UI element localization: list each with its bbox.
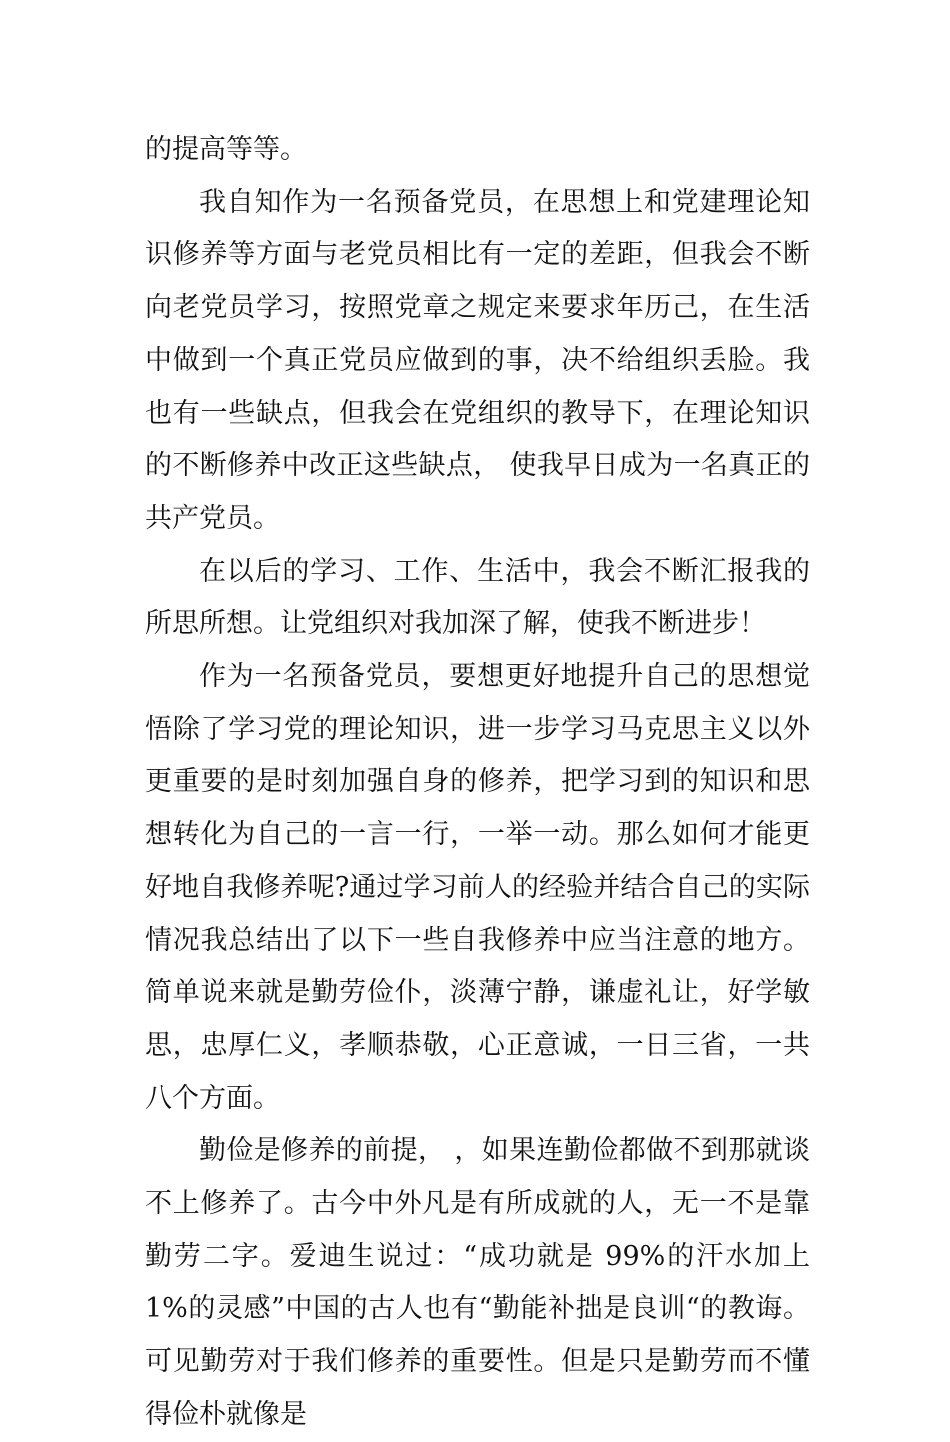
paragraph-1: 的提高等等。 <box>145 134 307 165</box>
paragraph-5: 勤俭是修养的前提， ，如果连勤俭都做不到那就谈不上修养了。古今中外凡是有所成就的人，无一不是靠勤劳二字。爱迪生说过：“成功就是 99%的汗水加上 1%的灵感”中国的古人也有“勤能补拙是良训“的教诲。可见勤劳对于我们修养的重要性。但是只是勤劳而不懂得俭朴就像是 <box>145 1135 810 1430</box>
paragraph-2: 我自知作为一名预备党员，在思想上和党建理论知识修养等方面与老党员相比有一定的差距，但我会不断向老党员学习，按照党章之规定来要求年历己，在生活中做到一个真正党员应做到的事，决不给组织丢脸。我也有一些缺点，但我会在党组织的教导下，在理论知识的不断修养中改正这些缺点， 使我早日成为一名真正的共产党员。 <box>145 186 810 534</box>
paragraph-3: 在以后的学习、工作、生活中，我会不断汇报我的所思所想。让党组织对我加深了解，使我不断进步！ <box>145 555 810 640</box>
paragraph-4: 作为一名预备党员，要想更好地提升自己的思想觉悟除了学习党的理论知识，进一步学习马克思主义以外更重要的是时刻加强自身的修养，把学习到的知识和思想转化为自己的一言一行，一举一动。那么如何才能更好地自我修养呢?通过学习前人的经验并结合自己的实际情况我总结出了以下一些自我修养中应当注意的地方。简单说来就是勤劳俭仆，淡薄宁静，谦虚礼让，好学敏思，忠厚仁义，孝顺恭敬，心正意诚，一日三省，一共八个方面。 <box>145 661 810 1114</box>
document-page <box>145 124 810 1442</box>
